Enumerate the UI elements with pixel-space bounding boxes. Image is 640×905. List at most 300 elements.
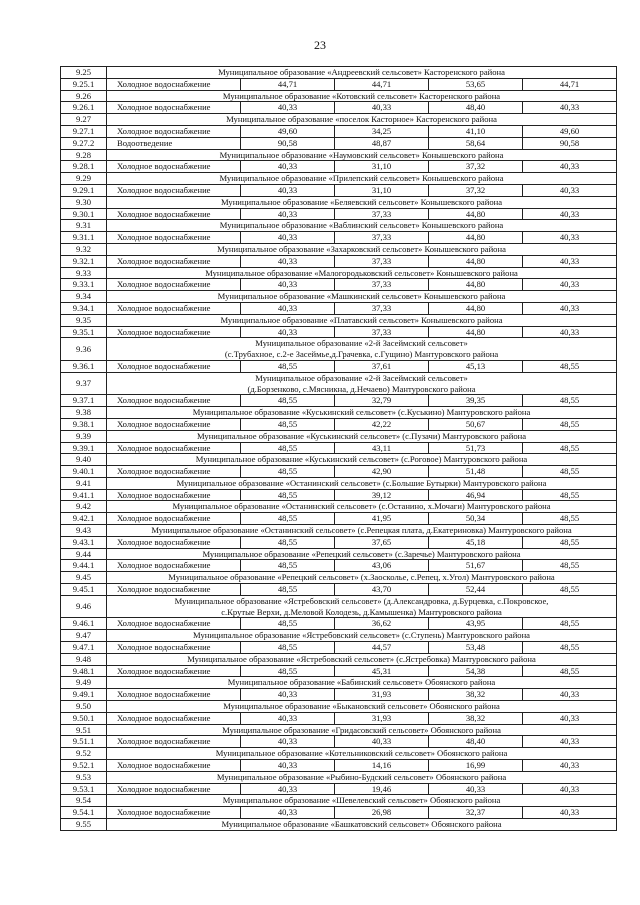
municipality-name [107,748,617,760]
municipality-header-row [61,454,617,466]
tariff-row [61,326,617,338]
tariff-row [61,255,617,267]
service-name: Холодное водоснабжение [107,489,241,501]
service-name: Холодное водоснабжение [107,665,241,677]
row-number: 9.30 [61,196,107,208]
municipality-name [107,795,617,807]
row-number: 9.46 [61,595,107,618]
tariff-value-v3: 44,80 [429,208,523,220]
row-number: 9.38.1 [61,418,107,430]
municipality-header-row [61,267,617,279]
tariff-value-v4: 48,55 [523,360,617,372]
tariff-value-v4: 40,33 [523,279,617,291]
tariff-row [61,560,617,572]
tariff-value-v2: 44,71 [335,78,429,90]
tariff-value-v1: 48,55 [241,395,335,407]
municipality-name-line: Муниципальное образование «Бабинский сельсовет» Обоянского района [227,677,496,688]
tariff-value-v1: 48,55 [241,642,335,654]
row-number: 9.47 [61,630,107,642]
tariff-value-v1: 48,55 [241,513,335,525]
row-number: 9.32.1 [61,255,107,267]
municipality-name-line: Муниципальное образование «Останинский сельсовет» (с.Большие Бутырки) Мантуровского района [176,477,547,488]
tariff-value-v2: 40,33 [335,736,429,748]
row-number: 9.33 [61,267,107,279]
tariff-value-v1: 48,55 [241,418,335,430]
row-number: 9.54.1 [61,807,107,819]
row-number: 9.27 [61,114,107,126]
tariff-value-v4: 48,55 [523,395,617,407]
municipality-header-row [61,243,617,255]
tariff-value-v4: 49,60 [523,125,617,137]
row-number: 9.45.1 [61,584,107,596]
tariff-table [60,66,617,831]
municipality-name-line: Муниципальное образование «Машкинский сельсовет» Конышевского района [217,291,506,302]
service-name: Холодное водоснабжение [107,807,241,819]
tariff-value-v4: 48,55 [523,665,617,677]
service-name: Холодное водоснабжение [107,560,241,572]
municipality-name [107,196,617,208]
municipality-name [107,149,617,161]
tariff-value-v1: 90,58 [241,137,335,149]
service-name: Холодное водоснабжение [107,302,241,314]
service-name: Холодное водоснабжение [107,208,241,220]
tariff-row [61,184,617,196]
tariff-value-v3: 39,35 [429,395,523,407]
row-number: 9.25.1 [61,78,107,90]
municipality-name [107,525,617,537]
municipality-header-row [61,430,617,442]
municipality-header-row [61,291,617,303]
tariff-value-v3: 44,80 [429,279,523,291]
tariff-value-v2: 44,57 [335,642,429,654]
municipality-name-line: с.Крутые Верхи, д.Меловой Колодезь, д.Камышенка) Мантуровского района [221,606,502,617]
municipality-name [107,771,617,783]
tariff-value-v1: 48,55 [241,442,335,454]
tariff-value-v3: 16,99 [429,760,523,772]
tariff-value-v4: 90,58 [523,137,617,149]
tariff-row [61,102,617,114]
tariff-value-v2: 19,46 [335,783,429,795]
row-number: 9.36 [61,338,107,361]
tariff-value-v1: 40,33 [241,102,335,114]
service-name: Холодное водоснабжение [107,760,241,772]
row-number: 9.29.1 [61,184,107,196]
tariff-value-v4: 40,33 [523,783,617,795]
municipality-name-line: Муниципальное образование «Беляевский сельсовет» Конышевского района [220,196,503,207]
municipality-header-row [61,653,617,665]
row-number: 9.53 [61,771,107,783]
row-number: 9.35.1 [61,326,107,338]
tariff-value-v2: 45,31 [335,665,429,677]
tariff-value-v2: 32,79 [335,395,429,407]
municipality-name [107,701,617,713]
tariff-value-v4: 48,55 [523,466,617,478]
municipality-name-line: Муниципальное образование «Наумовский сельсовет» Конышевского района [219,149,504,160]
tariff-value-v4: 48,55 [523,536,617,548]
service-name: Холодное водоснабжение [107,442,241,454]
service-name: Холодное водоснабжение [107,584,241,596]
municipality-header-row [61,595,617,618]
tariff-value-v2: 37,61 [335,360,429,372]
service-name: Холодное водоснабжение [107,536,241,548]
tariff-row [61,418,617,430]
municipality-header-row [61,149,617,161]
municipality-name-line: Муниципальное образование «поселок Касторное» Касторенского района [226,114,497,125]
municipality-header-row [61,748,617,760]
row-number: 9.48.1 [61,665,107,677]
municipality-name [107,595,617,618]
service-name: Холодное водоснабжение [107,279,241,291]
row-number: 9.44 [61,548,107,560]
tariff-value-v1: 48,55 [241,489,335,501]
service-name: Водоотведение [107,137,241,149]
tariff-value-v2: 43,70 [335,584,429,596]
tariff-value-v3: 51,67 [429,560,523,572]
municipality-name [107,572,617,584]
row-number: 9.31.1 [61,232,107,244]
tariff-value-v3: 53,65 [429,78,523,90]
municipality-header-row [61,407,617,419]
row-number: 9.34 [61,291,107,303]
tariff-value-v4: 44,71 [523,78,617,90]
tariff-value-v2: 36,62 [335,618,429,630]
service-name: Холодное водоснабжение [107,232,241,244]
tariff-value-v1: 48,55 [241,584,335,596]
tariff-value-v1: 49,60 [241,125,335,137]
tariff-row [61,642,617,654]
municipality-name-line: Муниципальное образование «Прилепский сельсовет» Конышевского района [219,173,504,184]
tariff-value-v1: 40,33 [241,161,335,173]
municipality-name [107,501,617,513]
municipality-header-row [61,338,617,361]
municipality-header-row [61,67,617,79]
municipality-header-row [61,724,617,736]
row-number: 9.49 [61,677,107,689]
tariff-value-v4: 40,33 [523,184,617,196]
municipality-name [107,291,617,303]
row-number: 9.41 [61,477,107,489]
municipality-header-row [61,572,617,584]
row-number: 9.37 [61,372,107,395]
tariff-value-v1: 48,55 [241,536,335,548]
tariff-value-v4: 40,33 [523,161,617,173]
row-number: 9.41.1 [61,489,107,501]
tariff-value-v1: 48,55 [241,360,335,372]
municipality-name [107,407,617,419]
row-number: 9.31 [61,220,107,232]
tariff-value-v3: 50,67 [429,418,523,430]
service-name: Холодное водоснабжение [107,161,241,173]
service-name: Холодное водоснабжение [107,689,241,701]
row-number: 9.48 [61,653,107,665]
tariff-value-v3: 37,32 [429,184,523,196]
tariff-value-v1: 48,55 [241,618,335,630]
municipality-header-row [61,114,617,126]
row-number: 9.54 [61,795,107,807]
municipality-name-line: Муниципальное образование «Гридасовский сельсовет» Обоянского района [222,724,501,735]
tariff-value-v2: 26,98 [335,807,429,819]
tariff-value-v4: 40,33 [523,689,617,701]
municipality-header-row [61,372,617,395]
tariff-value-v1: 40,33 [241,279,335,291]
tariff-value-v3: 51,48 [429,466,523,478]
tariff-value-v3: 45,18 [429,536,523,548]
municipality-name-line: Муниципальное образование «Котельниковский сельсовет» Обоянского района [215,748,508,759]
row-number: 9.51.1 [61,736,107,748]
service-name: Холодное водоснабжение [107,642,241,654]
row-number: 9.40.1 [61,466,107,478]
tariff-value-v3: 43,95 [429,618,523,630]
tariff-value-v3: 44,80 [429,326,523,338]
municipality-name-line: Муниципальное образование «Захарковский сельсовет» Конышевского района [217,243,506,254]
tariff-row [61,125,617,137]
tariff-value-v1: 48,55 [241,665,335,677]
tariff-value-v2: 31,10 [335,161,429,173]
service-name: Холодное водоснабжение [107,418,241,430]
municipality-name-line: Муниципальное образование «Ваблинский сельсовет» Конышевского района [219,220,504,231]
municipality-name-line: Муниципальное образование «Башкатовский сельсовет» Обоянского района [221,819,502,829]
municipality-header-row [61,525,617,537]
municipality-header-row [61,477,617,489]
row-number: 9.30.1 [61,208,107,220]
municipality-name-line: Муниципальное образование «Быкановский сельсовет» Обоянского района [223,701,500,712]
municipality-header-row [61,795,617,807]
municipality-name-line: Муниципальное образование «Ястребовский сельсовет» (с.Ступень) Мантуровского района [193,630,530,641]
tariff-value-v2: 42,90 [335,466,429,478]
row-number: 9.26 [61,90,107,102]
row-number: 9.35 [61,314,107,326]
row-number: 9.42.1 [61,513,107,525]
tariff-value-v4: 40,33 [523,712,617,724]
row-number: 9.39 [61,430,107,442]
row-number: 9.25 [61,67,107,79]
tariff-value-v4: 48,55 [523,560,617,572]
tariff-value-v2: 37,33 [335,232,429,244]
tariff-value-v1: 48,55 [241,466,335,478]
row-number: 9.27.1 [61,125,107,137]
municipality-name-line: Муниципальное образование «Котовский сельсовет» Касторенского района [222,90,501,101]
tariff-value-v2: 34,25 [335,125,429,137]
tariff-value-v4: 40,33 [523,208,617,220]
municipality-name [107,724,617,736]
municipality-name [107,819,617,831]
tariff-value-v3: 58,64 [429,137,523,149]
municipality-name-line: (с.Трубахное, с.2-е Засеймье,д.Грачевка, с.Гущино) Мантуровского района [224,349,499,360]
service-name: Холодное водоснабжение [107,466,241,478]
municipality-name-line: Муниципальное образование «Куськинский сельсовет» (с.Пузачи) Мантуровского района [196,430,527,441]
service-name: Холодное водоснабжение [107,513,241,525]
row-number: 9.40 [61,454,107,466]
tariff-row [61,712,617,724]
tariff-value-v4: 48,55 [523,584,617,596]
municipality-name [107,653,617,665]
tariff-value-v4: 48,55 [523,442,617,454]
tariff-value-v4: 40,33 [523,102,617,114]
row-number: 9.53.1 [61,783,107,795]
tariff-value-v2: 42,22 [335,418,429,430]
service-name: Холодное водоснабжение [107,102,241,114]
tariff-value-v3: 37,32 [429,161,523,173]
service-name: Холодное водоснабжение [107,618,241,630]
tariff-value-v4: 40,33 [523,736,617,748]
row-number: 9.43.1 [61,536,107,548]
municipality-name-line: Муниципальное образование «Рыбино-Будский сельсовет» Обоянского района [216,771,507,782]
tariff-table-body [61,67,617,831]
municipality-header-row [61,630,617,642]
row-number: 9.36.1 [61,360,107,372]
municipality-name [107,220,617,232]
row-number: 9.50 [61,701,107,713]
municipality-name [107,90,617,102]
tariff-value-v2: 48,87 [335,137,429,149]
tariff-row [61,736,617,748]
municipality-name-line: Муниципальное образование «Куськинский сельсовет» (с.Куськино) Мантуровского района [192,407,531,418]
tariff-value-v1: 40,33 [241,208,335,220]
tariff-value-v3: 32,37 [429,807,523,819]
tariff-value-v1: 40,33 [241,783,335,795]
tariff-value-v2: 31,93 [335,712,429,724]
tariff-value-v4: 40,33 [523,232,617,244]
tariff-value-v4: 40,33 [523,326,617,338]
municipality-header-row [61,771,617,783]
tariff-value-v1: 48,55 [241,560,335,572]
tariff-value-v3: 44,80 [429,232,523,244]
service-name: Холодное водоснабжение [107,360,241,372]
municipality-header-row [61,173,617,185]
tariff-row [61,689,617,701]
tariff-row [61,466,617,478]
tariff-value-v3: 46,94 [429,489,523,501]
municipality-name [107,630,617,642]
tariff-value-v1: 40,33 [241,712,335,724]
row-number: 9.28.1 [61,161,107,173]
tariff-value-v3: 48,40 [429,736,523,748]
tariff-value-v2: 41,95 [335,513,429,525]
tariff-value-v2: 43,06 [335,560,429,572]
tariff-value-v2: 39,12 [335,489,429,501]
tariff-row [61,783,617,795]
tariff-row [61,302,617,314]
tariff-value-v3: 44,80 [429,255,523,267]
tariff-value-v2: 37,33 [335,255,429,267]
municipality-name-line: Муниципальное образование «2-й Засеймский сельсовет» [255,372,468,383]
tariff-row [61,665,617,677]
municipality-header-row [61,677,617,689]
tariff-value-v4: 40,33 [523,255,617,267]
row-number: 9.50.1 [61,712,107,724]
page-number: 23 [314,38,326,52]
municipality-header-row [61,819,617,831]
row-number: 9.29 [61,173,107,185]
municipality-header-row [61,90,617,102]
tariff-value-v3: 44,80 [429,302,523,314]
tariff-value-v3: 41,10 [429,125,523,137]
municipality-name [107,454,617,466]
municipality-name-line: Муниципальное образование «Останинский сельсовет» (с.Останино, х.Мочаги) Мантуровского района [172,501,551,512]
tariff-value-v2: 14,16 [335,760,429,772]
municipality-name-line: Муниципальное образование «Ястребовский сельсовет» (д.Александровка, д.Бурцевка, с.Покровское, [174,595,549,606]
municipality-name-line: Муниципальное образование «Останинский сельсовет» (с.Репецкая плата, д.Екатериновка) Мантуровского района [151,525,572,536]
municipality-name-line: Муниципальное образование «2-й Засеймский сельсовет» [255,338,468,349]
row-number: 9.47.1 [61,642,107,654]
service-name: Холодное водоснабжение [107,326,241,338]
tariff-value-v2: 40,33 [335,102,429,114]
municipality-name [107,243,617,255]
tariff-row [61,618,617,630]
municipality-name-line: Муниципальное образование «Ястребовский сельсовет» (с.Ястребовка) Мантуровского района [187,653,536,664]
tariff-value-v1: 40,33 [241,689,335,701]
service-name: Холодное водоснабжение [107,783,241,795]
tariff-value-v3: 53,48 [429,642,523,654]
tariff-value-v3: 48,40 [429,102,523,114]
municipality-name [107,548,617,560]
tariff-value-v2: 31,93 [335,689,429,701]
municipality-header-row [61,701,617,713]
tariff-value-v4: 40,33 [523,807,617,819]
municipality-name-line: Муниципальное образование «Шевелевский сельсовет» Обоянского района [222,795,501,806]
municipality-name [107,314,617,326]
tariff-value-v1: 40,33 [241,184,335,196]
row-number: 9.52.1 [61,760,107,772]
tariff-value-v4: 48,55 [523,642,617,654]
row-number: 9.43 [61,525,107,537]
service-name: Холодное водоснабжение [107,736,241,748]
row-number: 9.28 [61,149,107,161]
row-number: 9.34.1 [61,302,107,314]
tariff-value-v1: 40,33 [241,232,335,244]
municipality-name [107,67,617,79]
municipality-header-row [61,220,617,232]
tariff-row [61,279,617,291]
row-number: 9.42 [61,501,107,513]
row-number: 9.33.1 [61,279,107,291]
municipality-name [107,114,617,126]
tariff-value-v3: 38,32 [429,712,523,724]
row-number: 9.55 [61,819,107,831]
service-name: Холодное водоснабжение [107,395,241,407]
tariff-value-v2: 37,33 [335,279,429,291]
row-number: 9.32 [61,243,107,255]
service-name: Холодное водоснабжение [107,255,241,267]
tariff-value-v2: 37,65 [335,536,429,548]
municipality-header-row [61,196,617,208]
tariff-value-v2: 43,11 [335,442,429,454]
tariff-value-v1: 40,33 [241,760,335,772]
tariff-value-v1: 40,33 [241,302,335,314]
tariff-value-v1: 44,71 [241,78,335,90]
municipality-name [107,477,617,489]
tariff-row [61,442,617,454]
service-name: Холодное водоснабжение [107,125,241,137]
tariff-value-v3: 50,34 [429,513,523,525]
tariff-value-v3: 45,13 [429,360,523,372]
row-number: 9.49.1 [61,689,107,701]
tariff-row [61,584,617,596]
row-number: 9.26.1 [61,102,107,114]
tariff-row [61,536,617,548]
tariff-row [61,489,617,501]
service-name: Холодное водоснабжение [107,712,241,724]
municipality-header-row [61,314,617,326]
tariff-value-v4: 48,55 [523,418,617,430]
municipality-name-line: Муниципальное образование «Платавский сельсовет» Конышевского района [220,314,503,325]
tariff-value-v4: 48,55 [523,489,617,501]
tariff-row [61,513,617,525]
municipality-name-line: Муниципальное образование «Репецкий сельсовет» (с.Заречье) Мантуровского района [202,548,521,559]
municipality-name-line: Муниципальное образование «Андреевский сельсовет» Касторенского района [218,67,505,77]
municipality-header-row [61,548,617,560]
municipality-name-line: Муниципальное образование «Репецкий сельсовет» (х.Заосколье, с.Репец, х.Угол) Мантуровского района [168,572,555,583]
